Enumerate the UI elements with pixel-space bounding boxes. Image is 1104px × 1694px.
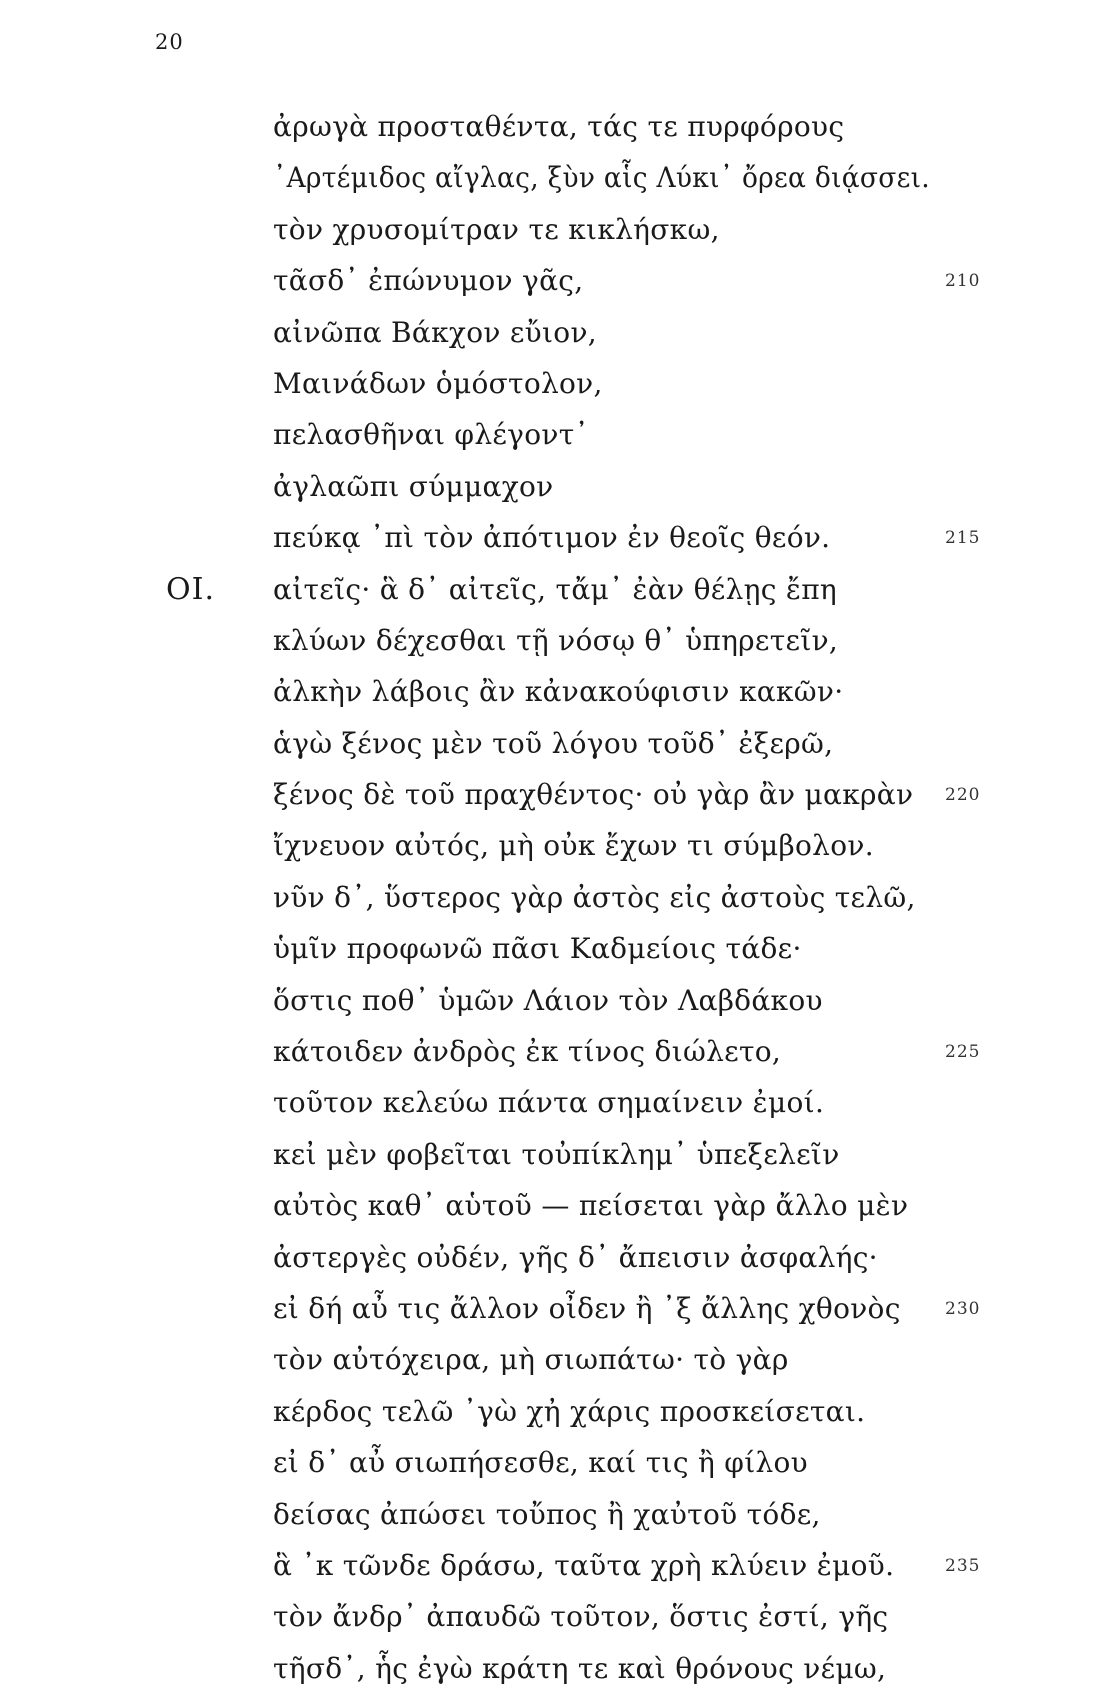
verse-line-text: κεἰ μὲν φοβεῖται τοὐπίκλημ᾿ ὑπεξελεῖν [273, 1137, 840, 1171]
verse-line-text: τὸν χρυσομίτραν τε κικλήσκω, [273, 212, 720, 246]
verse-line-text: ᾿Αρτέμιδος αἴγλας, ξὺν αἷς Λύκι᾿ ὄρεα διᾴσσει. [273, 161, 930, 195]
verse-line [0, 564, 1104, 615]
verse-text [0, 101, 1104, 1694]
verse-line-text: αἰνῶπα Βάκχον εὔιον, [273, 315, 597, 349]
verse-line [0, 923, 1104, 974]
verse-line-text: ἀγλαῶπι σύμμαχον [273, 469, 554, 503]
verse-line [0, 1334, 1104, 1385]
verse-line [0, 409, 1104, 460]
line-number: 220 [945, 785, 981, 806]
line-number: 230 [945, 1298, 981, 1319]
page-number: 20 [155, 30, 184, 54]
verse-line-text: ξένος δὲ τοῦ πραχθέντος· οὐ γὰρ ἂν μακρὰν [273, 778, 914, 812]
verse-line-text: ἀλκὴν λάβοις ἂν κἀνακούφισιν κακῶν· [273, 675, 844, 709]
speaker-label: ΟΙ. [166, 571, 215, 607]
verse-line-text: ἴχνευον αὐτός, μὴ οὐκ ἔχων τι σύμβολον. [273, 829, 874, 863]
verse-line [0, 152, 1104, 203]
verse-line-text: πελασθῆναι φλέγοντ᾿ [273, 418, 589, 452]
verse-line [0, 718, 1104, 769]
verse-line [0, 615, 1104, 666]
verse-line-text: κλύων δέχεσθαι τῇ νόσῳ θ᾿ ὑπηρετεῖν, [273, 623, 839, 657]
verse-line [0, 101, 1104, 152]
verse-line-text: ἀρωγὰ προσταθέντα, τάς τε πυρφόρους [273, 110, 845, 143]
verse-line-text: νῦν δ᾿, ὕστερος γὰρ ἀστὸς εἰς ἀστοὺς τελῶ, [273, 880, 916, 914]
verse-line [0, 1386, 1104, 1437]
verse-line-text: αὐτὸς καθ᾿ αὑτοῦ — πείσεται γὰρ ἄλλο μὲν [273, 1189, 909, 1223]
verse-line [0, 820, 1104, 871]
verse-line-text: αἰτεῖς· ἃ δ᾿ αἰτεῖς, τἄμ᾿ ἐὰν θέλῃς ἔπη [273, 572, 837, 606]
verse-line-text: τὸν ἄνδρ᾿ ἀπαυδῶ τοῦτον, ὅστις ἐστί, γῆς [273, 1600, 889, 1634]
verse-line [0, 512, 1104, 563]
verse-line [0, 1643, 1104, 1694]
verse-line [0, 204, 1104, 255]
verse-line [0, 358, 1104, 409]
verse-line [0, 666, 1104, 717]
line-number: 215 [945, 528, 981, 549]
verse-line-text: ὅστις ποθ᾿ ὑμῶν Λάιον τὸν Λαβδάκου [273, 983, 823, 1017]
verse-line [0, 1489, 1104, 1540]
verse-line [0, 1180, 1104, 1231]
verse-line-text: δείσας ἀπώσει τοὔπος ἢ χαὐτοῦ τόδε, [273, 1497, 821, 1531]
verse-line-text: ἃ ᾿κ τῶνδε δράσω, ταῦτα χρὴ κλύειν ἐμοῦ. [273, 1548, 895, 1582]
verse-line [0, 1437, 1104, 1488]
verse-line [0, 461, 1104, 512]
verse-line [0, 1077, 1104, 1128]
verse-line-text: κέρδος τελῶ ᾿γὼ χἠ χάρις προσκείσεται. [273, 1394, 866, 1428]
verse-line-text: τὸν αὐτόχειρα, μὴ σιωπάτω· τὸ γὰρ [273, 1343, 789, 1377]
line-number: 225 [945, 1042, 981, 1063]
verse-line-text: τῆσδ᾿, ἧς ἐγὼ κράτη τε καὶ θρόνους νέμω, [273, 1651, 887, 1685]
verse-line-text: ἁγὼ ξένος μὲν τοῦ λόγου τοῦδ᾿ ἐξερῶ, [273, 726, 834, 760]
verse-line-text: ἀστεργὲς οὐδέν, γῆς δ᾿ ἄπεισιν ἀσφαλής· [273, 1240, 878, 1274]
verse-line [0, 255, 1104, 306]
line-number: 210 [945, 271, 981, 292]
verse-line [0, 975, 1104, 1026]
verse-line-text: Μαινάδων ὁμόστολον, [273, 366, 603, 400]
verse-line [0, 1026, 1104, 1077]
verse-line-text: εἰ δ᾿ αὖ σιωπήσεσθε, καί τις ἢ φίλου [273, 1446, 808, 1480]
verse-line [0, 1232, 1104, 1283]
verse-line [0, 769, 1104, 820]
verse-line [0, 1591, 1104, 1642]
verse-line [0, 1540, 1104, 1591]
verse-line-text: εἰ δή αὖ τις ἄλλον οἶδεν ἢ ᾿ξ ἄλλης χθονὸς [273, 1291, 901, 1325]
verse-line-text: τοῦτον κελεύω πάντα σημαίνειν ἐμοί. [273, 1086, 825, 1120]
verse-line [0, 872, 1104, 923]
verse-line-text: πεύκᾳ ᾿πὶ τὸν ἀπότιμον ἐν θεοῖς θεόν. [273, 521, 831, 555]
verse-line [0, 1283, 1104, 1334]
verse-line [0, 307, 1104, 358]
line-number: 235 [945, 1555, 981, 1576]
verse-line-text: τᾶσδ᾿ ἐπώνυμον γᾶς, [273, 264, 584, 298]
verse-line [0, 1129, 1104, 1180]
verse-line-text: ὑμῖν προφωνῶ πᾶσι Καδμείοις τάδε· [273, 932, 802, 966]
verse-line-text: κάτοιδεν ἀνδρὸς ἐκ τίνος διώλετο, [273, 1035, 782, 1069]
